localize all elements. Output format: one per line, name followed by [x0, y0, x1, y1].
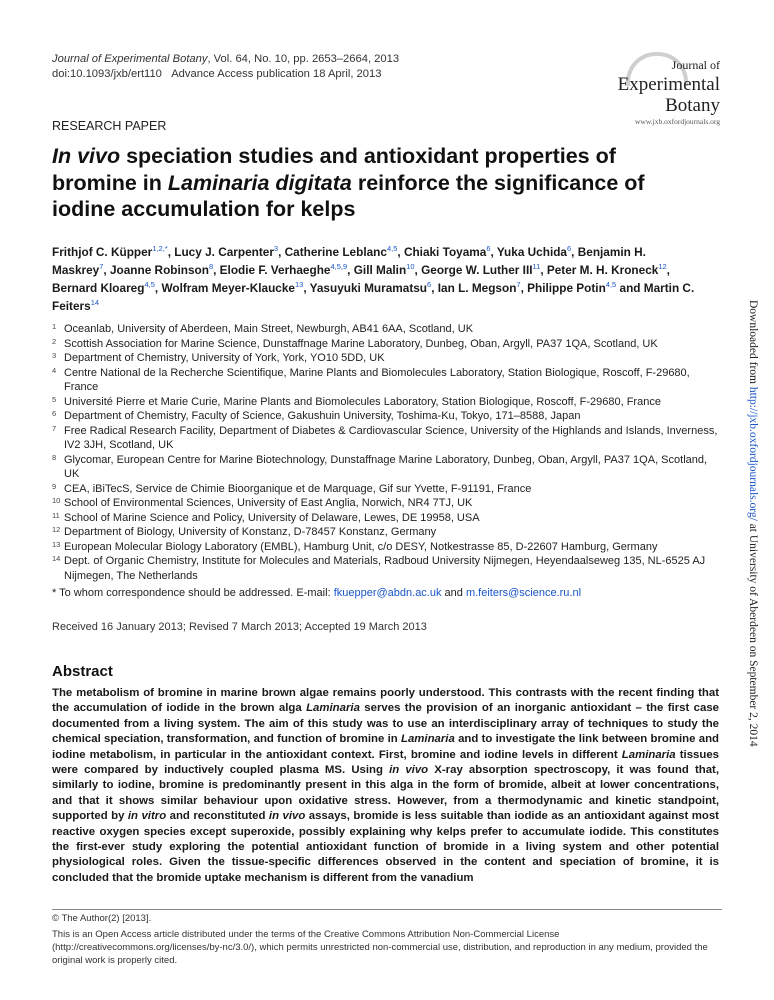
author-affiliation-marker[interactable]: 1,2,* [152, 244, 168, 254]
author-name: Bernard Kloareg [52, 281, 145, 295]
affiliation-item [52, 351, 722, 366]
affiliation-text: Oceanlab, University of Aberdeen, Main Street, Newburgh, AB41 6AA, Scotland, UK [64, 323, 474, 335]
author-affiliation-marker[interactable]: 4,5 [144, 280, 155, 290]
abstract-segment: The metabolism of bromine in marine brown algae remains poorly understood. This contrasts with the recent finding that the accumulation of iodide in the brown alga [52, 687, 719, 715]
affiliation-text: Centre National de la Recherche Scientifique, Marine Plants and Biomolecules Laboratory, Station Biologique, Roscoff, F-29680, France [64, 366, 690, 393]
author-name: Chiaki Toyama [403, 245, 487, 259]
abstract-segment: in vivo [389, 764, 429, 777]
affiliation-text: CEA, iBiTecS, Service de Chimie Bioorganique et de Marquage, Gif sur Yvette, F-91191, France [64, 482, 532, 495]
author-affiliation-marker[interactable]: 4,5 [386, 244, 398, 254]
affiliation-number: 5 [52, 394, 57, 404]
author-affiliation-marker[interactable]: 6 [567, 244, 572, 254]
affiliation-item [52, 337, 722, 352]
abstract-segment: assays, bromide is less suitable than iodide as an antioxidant against most reactive oxygen species except superoxide, possibly explaining why kelps prefer to accumulate iodide. This constitutes the first-ever study exploring the potential antioxidant function of bromide in a living system and other potential physiological roles. Given the tissue-specific differences observed in the content and speciation of bromine, it is concluded that the bromide uptake mechanism is different from the vanadium [52, 810, 719, 884]
author-affiliation-marker[interactable]: 12 [658, 262, 667, 272]
logo-line-3: Botany [665, 95, 720, 116]
author-affiliation-marker[interactable]: 3 [273, 244, 279, 254]
affiliation-item [52, 554, 722, 583]
title-part-2: speciation studies and antioxidant properties of bromine in [52, 144, 616, 195]
correspondence-prefix: * To whom correspondence should be addressed. E-mail: [52, 587, 334, 599]
affiliation-item [52, 322, 722, 337]
affiliation-text: School of Marine Science and Policy, University of Delaware, Lewes, DE 19958, USA [64, 511, 480, 524]
author-and: and [616, 281, 644, 295]
author-name: Gill Malin [353, 263, 407, 277]
affiliation-text: Department of Chemistry, Faculty of Science, Gakushuin University, Toshima-Ku, Tokyo, 171–8588, Japan [64, 410, 581, 422]
affiliation-item [52, 511, 722, 526]
abstract-segment: tissues were compared by inductively coupled plasma MS. Using [52, 748, 720, 777]
affiliation-item [52, 540, 722, 555]
affiliation-item [52, 496, 722, 511]
affiliation-number: 13 [52, 539, 61, 549]
abstract-segment: serves the provision of an inorganic antioxidant – the first case documented from a living system. The aim of this study was to use an interdisciplinary array of techniques to study the chemical speciation, transformation, and function of bromine in [52, 702, 719, 746]
logo-line-1: Journal of [671, 58, 720, 72]
citation-block [52, 52, 399, 82]
author-affiliation-marker[interactable]: 4,5 [605, 280, 617, 290]
author-name: Catherine Leblanc [284, 245, 387, 259]
author-name: Ian L. Megson [437, 281, 517, 295]
abstract-segment: in vitro [127, 810, 167, 823]
download-notice [747, 300, 759, 747]
affiliation-text: Dept. of Organic Chemistry, Institute for Molecules and Materials, Radboud University Nijmegen, Heyendaalseweg 135, NL-6525 AJ Nijmegen, The Netherlands [64, 555, 706, 582]
paper-type: RESEARCH PAPER [52, 119, 167, 133]
logo-line-2: Experimental [617, 74, 720, 95]
citation-line-2 [52, 67, 399, 82]
affiliation-number: 7 [52, 423, 57, 433]
affiliation-item [52, 366, 722, 395]
volume-pages: , Vol. 64, No. 10, pp. 2653–2664, 2013 [207, 53, 400, 65]
affiliation-number: 3 [52, 351, 57, 360]
author-affiliation-marker[interactable]: 13 [294, 280, 304, 290]
author-name: Martin C. Feiters [52, 281, 695, 313]
author-name: Lucy J. Carpenter [174, 245, 274, 259]
affiliation-number: 9 [52, 481, 57, 491]
paper-title [52, 143, 692, 223]
received-dates: Received 16 January 2013; Revised 7 March 2013; Accepted 19 March 2013 [52, 621, 427, 633]
affiliation-text: European Molecular Biology Laboratory (EMBL), Hamburg Unit, c/o DESY, Notkestrasse 85, D-22607 Hamburg, Germany [64, 540, 658, 553]
affiliation-text: Scottish Association for Marine Science, Dunstaffnage Marine Laboratory, Dunbeg, Oban, Argyll, PA37 1QA, Scotland, UK [64, 337, 658, 350]
download-suffix: at University of Aberdeen on September 2, 2014 [747, 520, 759, 747]
title-part-3: Laminaria digitata [167, 170, 352, 195]
abstract-segment: in vivo [268, 810, 306, 823]
affiliation-number: 8 [52, 452, 57, 462]
author-affiliation-marker[interactable]: 7 [516, 280, 521, 290]
author-name: Yasuyuki Muramatsu [309, 281, 428, 295]
author-affiliation-marker[interactable]: 6 [427, 280, 432, 290]
abstract-heading: Abstract [52, 663, 113, 680]
author-affiliation-marker[interactable]: 8 [208, 262, 214, 272]
logo-url[interactable]: www.jxb.oxfordjournals.org [635, 117, 720, 126]
title-part-4: reinforce the significance of iodine accumulation for kelps [52, 170, 645, 221]
affiliation-number: 11 [52, 510, 60, 520]
advance-access: Advance Access publication 18 April, 2013 [171, 68, 382, 80]
author-affiliation-marker[interactable]: 7 [99, 262, 104, 272]
correspondence-and: and [441, 587, 466, 599]
abstract-segment: Laminaria [306, 702, 360, 715]
author-name: Peter M. H. Kroneck [546, 263, 659, 277]
author-affiliation-marker[interactable]: 14 [90, 298, 100, 308]
affiliation-item [52, 395, 722, 410]
author-affiliation-marker[interactable]: 6 [486, 244, 491, 254]
email-link-2[interactable]: m.feiters@science.ru.nl [465, 587, 582, 599]
affiliation-number: 2 [52, 336, 57, 346]
abstract-segment: and reconstituted [166, 810, 269, 823]
affiliation-list [52, 322, 722, 583]
abstract-segment: and to investigate the link between bromine and iodine metabolism, in particular in the antioxidant context. First, bromine and iodine levels in different [52, 733, 720, 761]
affiliation-item [52, 525, 722, 540]
abstract-segment: Laminaria [401, 733, 455, 746]
download-prefix: Downloaded from [747, 300, 759, 387]
affiliation-text: Department of Chemistry, University of York, York, YO10 5DD, UK [64, 352, 385, 364]
journal-logo [598, 50, 728, 130]
author-name: Benjamin H. Maskrey [52, 245, 646, 277]
affiliation-number: 4 [52, 365, 57, 375]
journal-name: Journal of Experimental Botany [52, 53, 208, 65]
affiliation-text: Free Radical Research Facility, Department of Diabetes & Cardiovascular Science, University of the Highlands and Islands, Inverness, IV2 3JH, Scotland, UK [64, 424, 718, 451]
license-text: This is an Open Access article distributed under the terms of the Creative Commons Attribution Non-Commercial License (http://creativecommons.org/licenses/by-nc/3.0/), which permits unrestricted non-commercial use, distribution, and reproduction in any medium, provided the original work is properly cited. [52, 929, 708, 966]
abstract-segment: Laminaria [621, 748, 676, 761]
author-name: Wolfram Meyer-Klaucke [161, 281, 295, 295]
author-name: George W. Luther III [421, 263, 533, 277]
affiliation-item [52, 424, 722, 453]
download-sidebar [744, 300, 774, 800]
author-affiliation-marker[interactable]: 10 [406, 262, 415, 272]
affiliation-item [52, 453, 722, 482]
affiliation-number: 10 [52, 496, 61, 505]
correspondence [52, 587, 722, 599]
abstract-body [52, 686, 719, 886]
abstract-segment: X-ray absorption spectroscopy, it was found that, similarly to iodine, bromine is predominantly present in this alga in the form of bromide, albeit at lower concentrations, and that it shows similar behaviour upon oxidative stress. However, from a thermodynamic and kinetic standpoint, supported by [52, 764, 719, 823]
citation-line-1 [52, 52, 399, 67]
email-link-1[interactable]: fkuepper@abdn.ac.uk [333, 587, 442, 599]
affiliation-number: 1 [52, 322, 57, 331]
copyright: © The Author(2) [2013]. [52, 913, 152, 924]
affiliation-text: Department of Biology, University of Konstanz, D-78457 Konstanz, Germany [64, 526, 437, 538]
author-affiliation-marker[interactable]: 11 [532, 262, 541, 272]
author-list: Frithjof C. Küpper$^{1,2,*}$, Lucy J. Carpenter$^3$, Catherine Leblanc$^{4,5}$, Chiaki Toyama$^6$, Yuka Uchida$^6$, Benjamin H. Maskrey$^7$, Joanne Robinson$^8$, Elodie F. Verhaeghe$^{4,5,9}$, Gill Malin$^{10}$, George W. Luther III$^{11}$, Peter M. H. Kroneck$^{12}$, Bernard Kloareg$^{4,5}$, Wolfram Meyer-Klaucke$^{13}$, Yasuyuki Muramatsu$^6$, Ian L. Megson$^7$, Philippe Potin$^{4,5}$ and Martin C. Feiters$^{14}$ [52, 244, 695, 313]
author-name: Joanne Robinson [109, 263, 209, 277]
affiliation-text: Université Pierre et Marie Curie, Marine Plants and Biomolecules Laboratory, Station Biologique, Roscoff, F-29680, France [64, 395, 661, 408]
author-name: Philippe Potin [527, 281, 606, 295]
author-name: Frithjof C. Küpper [52, 245, 153, 259]
affiliation-text: Glycomar, European Centre for Marine Biotechnology, Dunstaffnage Marine Laboratory, Dunbeg, Oban, Argyll, PA37 1QA, Scotland, UK [64, 453, 708, 480]
affiliation-number: 12 [52, 525, 61, 534]
affiliation-number: 6 [52, 409, 57, 418]
affiliation-item [52, 409, 722, 424]
footer-divider [52, 909, 722, 910]
author-name: Yuka Uchida [496, 245, 567, 259]
affiliation-number: 14 [52, 554, 61, 563]
author-name: Elodie F. Verhaeghe [219, 263, 331, 277]
affiliation-text: School of Environmental Sciences, University of East Anglia, Norwich, NR4 7TJ, UK [64, 497, 473, 509]
title-part-1: In vivo [52, 144, 121, 168]
author-affiliation-marker[interactable]: 4,5,9 [330, 262, 348, 272]
affiliation-item [52, 482, 722, 497]
doi[interactable]: doi:10.1093/jxb/ert110 [52, 68, 162, 80]
download-link[interactable]: http://jxb.oxfordjournals.org/ [747, 386, 759, 521]
